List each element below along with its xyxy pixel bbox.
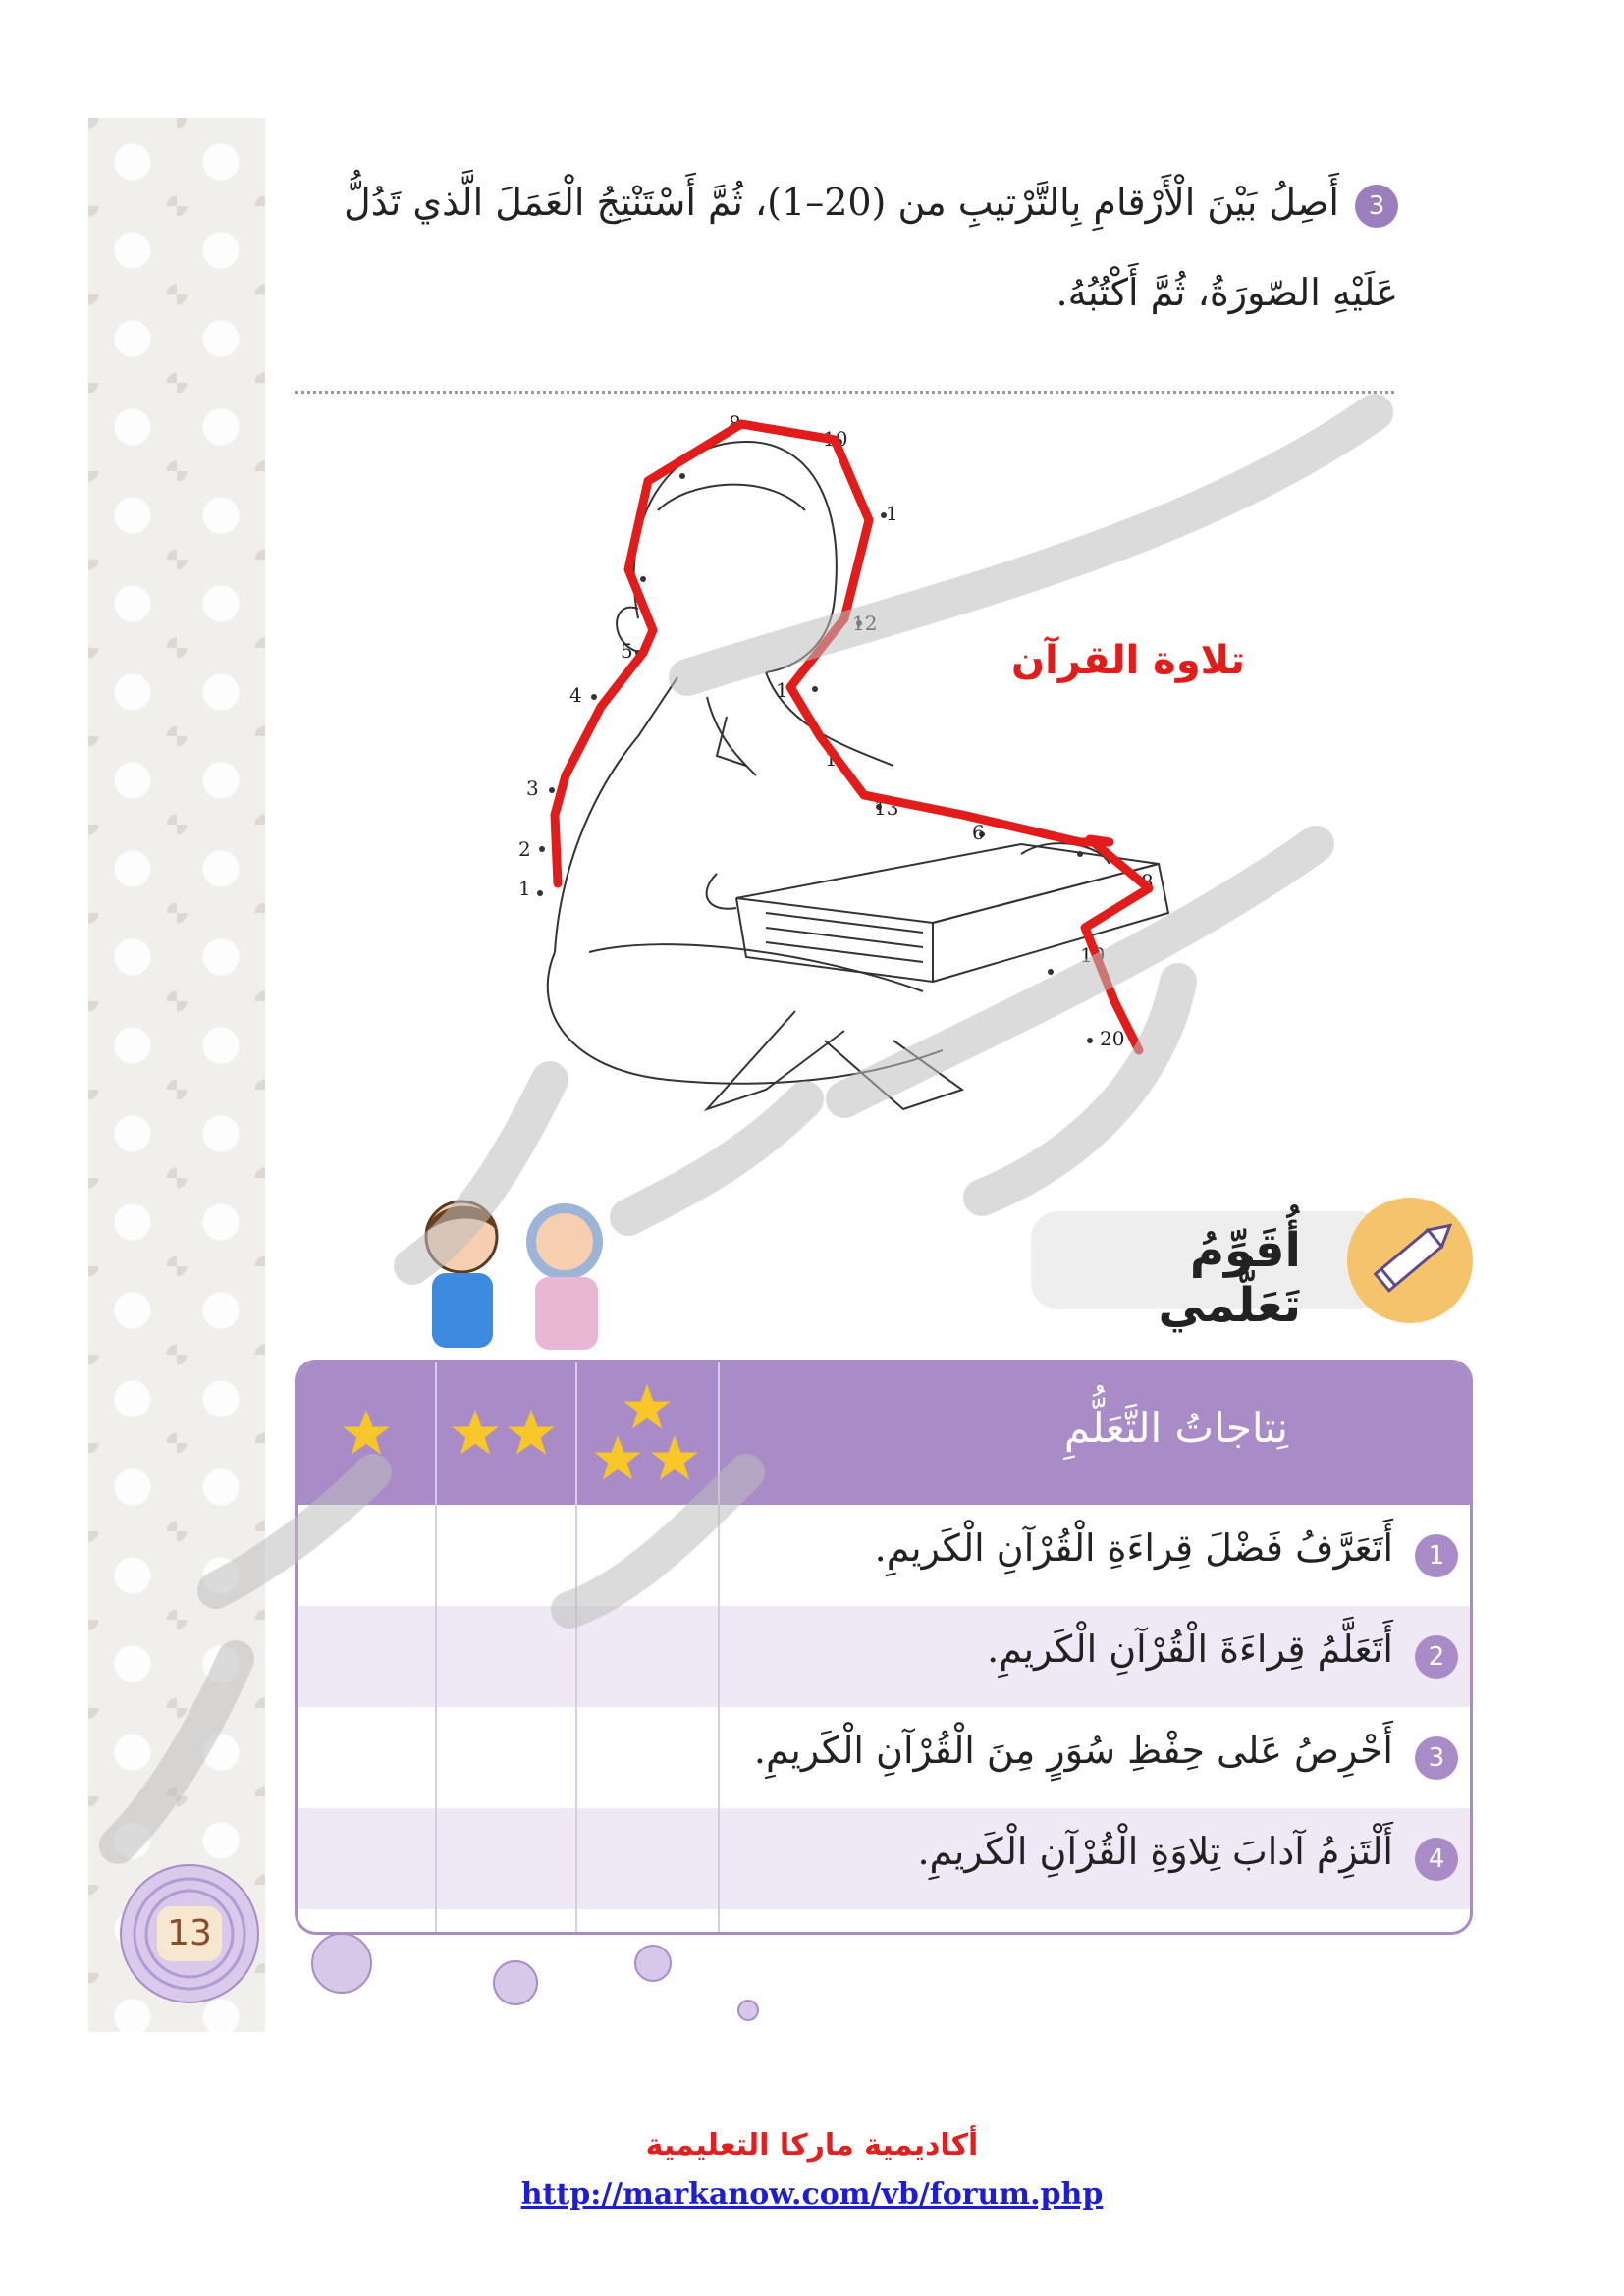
svg-text:5: 5	[621, 639, 633, 663]
row-number-badge: 3	[1415, 1736, 1458, 1780]
star-icon	[622, 1382, 673, 1433]
row-number-badge: 4	[1415, 1838, 1458, 1881]
svg-text:8: 8	[729, 411, 741, 435]
svg-text:3: 3	[526, 776, 539, 800]
table-row	[298, 1808, 1470, 1909]
drawn-connection-line	[555, 424, 1149, 1050]
decorative-side-pattern	[88, 118, 265, 2032]
footer-link[interactable]: http://markanow.com/vb/forum.php	[520, 2177, 1104, 2212]
table-row	[298, 1606, 1470, 1707]
svg-text:6: 6	[972, 821, 985, 844]
svg-text:20: 20	[1100, 1027, 1125, 1050]
answer-text: تلاوة القرآن	[1011, 638, 1246, 683]
dot-number-labels	[518, 411, 1154, 1050]
connect-dots-figure	[471, 402, 1276, 1148]
footer-title: أكاديمية ماركا التعليمية	[645, 2128, 979, 2163]
decorative-flowers	[304, 1924, 795, 2032]
self-evaluation-banner	[1031, 1198, 1473, 1333]
star-icon	[592, 1433, 643, 1484]
star-icon	[450, 1408, 501, 1459]
svg-text:12: 12	[852, 612, 878, 635]
table-row	[298, 1505, 1470, 1606]
column-divider	[575, 1362, 577, 1932]
svg-text:1: 1	[886, 502, 898, 525]
boy-reading-outline	[548, 442, 1168, 1109]
kids-illustration	[388, 1193, 643, 1360]
svg-text:2: 2	[518, 837, 531, 861]
svg-text:1: 1	[825, 747, 838, 771]
row-number-badge: 1	[1415, 1534, 1458, 1577]
column-divider	[435, 1362, 437, 1932]
learning-outcomes-table	[295, 1360, 1473, 1935]
row-number-badge: 2	[1415, 1635, 1458, 1679]
svg-text:1: 1	[518, 877, 531, 900]
table-header-label: نِتاجاتُ التَّعَلُّمِ	[1063, 1404, 1288, 1452]
row-text: أَتَعَلَّمُ قِراءَةَ الْقُرْآنِ الْكَريمِ.	[987, 1628, 1393, 1671]
page-number: 13	[167, 1913, 212, 1953]
star-icon	[649, 1433, 700, 1484]
row-text: أَتَعَرَّفُ فَضْلَ قِراءَةِ الْقُرْآنِ الْكَريمِ.	[874, 1526, 1393, 1570]
question-3	[269, 157, 1398, 338]
question-number-badge: 3	[1355, 185, 1398, 228]
column-divider	[718, 1362, 720, 1932]
answer-dotted-line	[295, 391, 1394, 394]
row-text: أَلْتَزِمُ آدابَ تِلاوَةِ الْقُرْآنِ الْكَريمِ.	[917, 1830, 1393, 1873]
svg-text:13: 13	[874, 796, 899, 820]
star-icon	[341, 1408, 392, 1459]
row-text: أَحْرِصُ عَلى حِفْظِ سُوَرٍ مِنَ الْقُرْآنِ الْكَريمِ.	[753, 1729, 1393, 1772]
svg-text:8: 8	[1141, 870, 1154, 893]
svg-text:19: 19	[1080, 943, 1106, 967]
question-text: أَصِلُ بَيْنَ الْأَرْقامِ بِالتَّرْتيبِ من (20–1)، ثُمَّ أَسْتَنْتِجُ الْعَمَلَ الَّذي تَدُلُّ عَلَيْهِ الصّورَةُ، ثُمَّ أَكْتُبُهُ.	[344, 181, 1398, 314]
svg-text:10: 10	[823, 427, 848, 451]
svg-text:1: 1	[776, 678, 788, 702]
table-row	[298, 1707, 1470, 1808]
star-icon	[506, 1408, 557, 1459]
self-evaluation-title: أُقَوِّمُ تَعَلُّمي	[1158, 1223, 1301, 1333]
svg-text:4: 4	[569, 683, 582, 707]
pencil-icon	[1347, 1198, 1473, 1323]
